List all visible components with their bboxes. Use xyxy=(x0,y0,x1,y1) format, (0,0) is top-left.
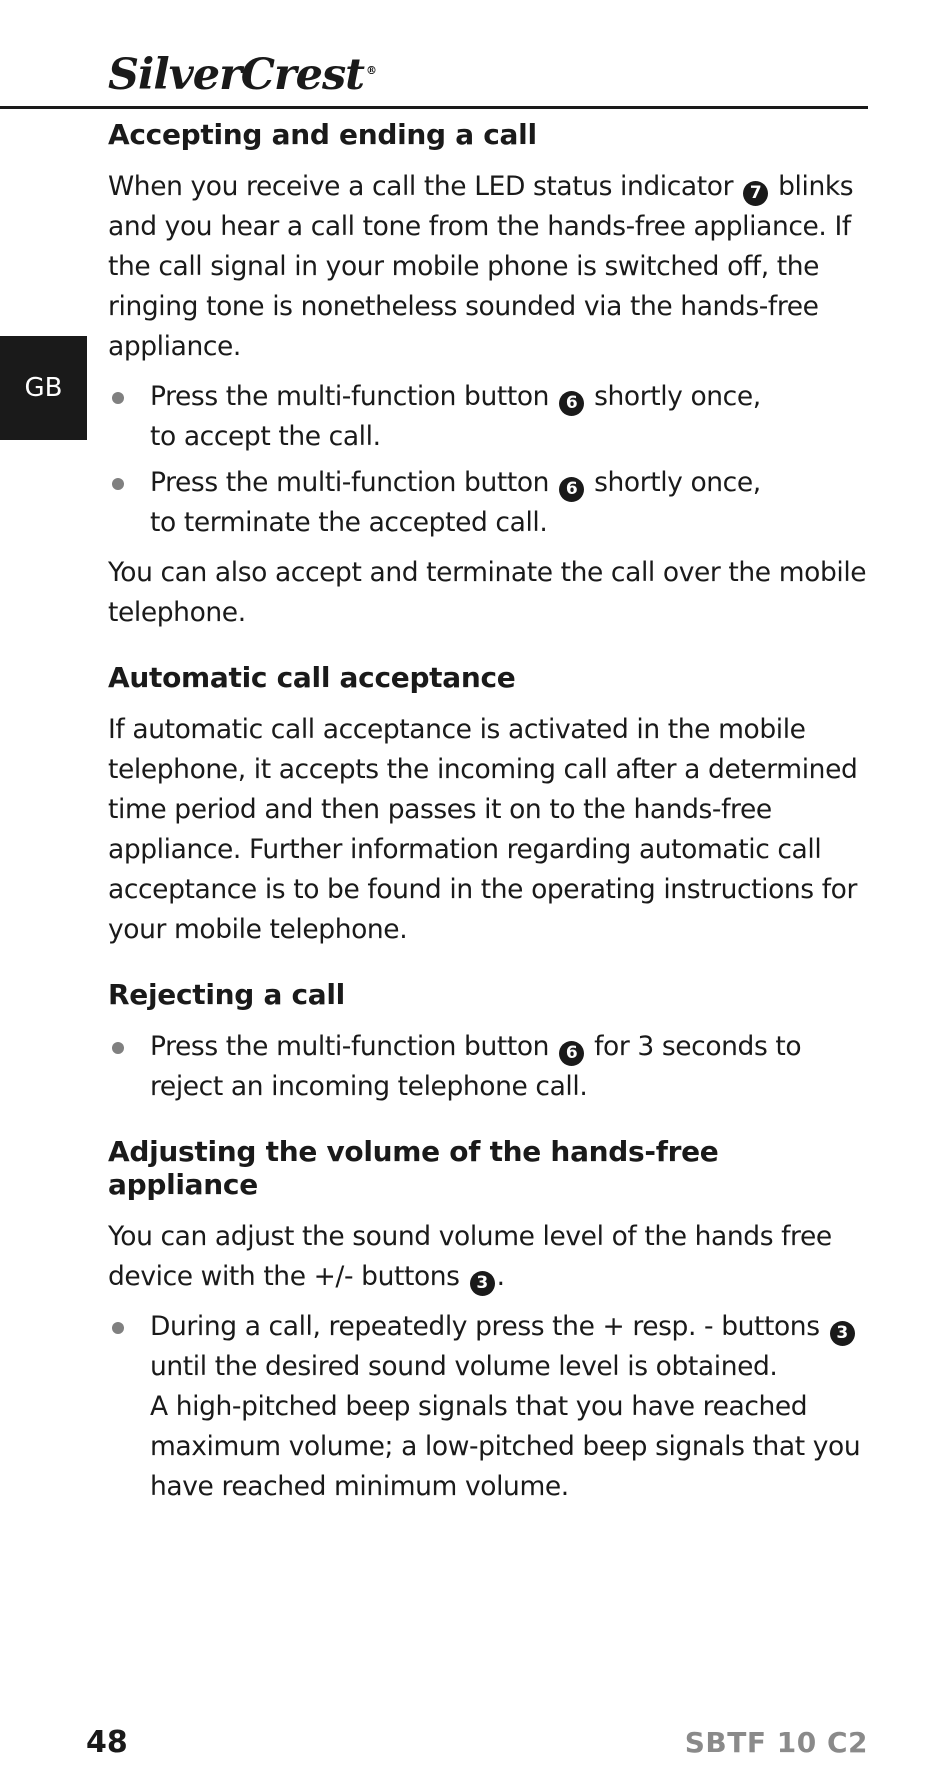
page-content xyxy=(108,118,868,1517)
model-number: SBTF 10 C2 xyxy=(684,1726,868,1759)
section-heading: Rejecting a call xyxy=(108,978,345,1011)
text-span: until the desired sound volume level is obtained. xyxy=(150,1351,778,1382)
list-item xyxy=(108,1027,868,1107)
text-span: When you receive a call the LED status indicator xyxy=(108,171,742,202)
paragraph: You can also accept and terminate the call over the mobile telephone. xyxy=(108,557,867,628)
reference-number-badge: 7 xyxy=(743,181,768,206)
registered-mark: ® xyxy=(366,63,377,77)
paragraph xyxy=(108,1217,868,1297)
text-span: blinks and you hear a call tone from the hands-free appliance. xyxy=(108,171,854,242)
reference-number-badge: 3 xyxy=(830,1321,855,1346)
text-span: . xyxy=(496,1261,505,1292)
bullet-list xyxy=(108,377,868,543)
language-tab: GB xyxy=(0,336,87,440)
text-span: shortly once, xyxy=(586,381,761,412)
text-span: shortly once, xyxy=(586,467,761,498)
text-span: Press the multi-function button xyxy=(150,467,558,498)
list-item xyxy=(108,1307,868,1507)
list-item xyxy=(108,463,868,543)
section-heading: Automatic call acceptance xyxy=(108,661,516,694)
brand-logo xyxy=(108,50,376,100)
text-span: for 3 seconds to reject an incoming telephone call. xyxy=(150,1031,802,1102)
reference-number-badge: 6 xyxy=(559,477,584,502)
bullet-list xyxy=(108,1307,868,1507)
header-rule xyxy=(0,106,868,109)
paragraph xyxy=(108,167,868,367)
text-span: Press the multi-function button xyxy=(150,381,558,412)
text-span: to terminate the accepted call. xyxy=(150,507,548,538)
logo-text: SilverCrest xyxy=(108,50,365,100)
text-span: Press the multi-function button xyxy=(150,1031,558,1062)
bullet-list xyxy=(108,1027,868,1107)
page-number: 48 xyxy=(86,1725,128,1760)
text-span: If the call signal in your mobile phone is switched off, the ringing tone is nonetheless sounded via the hands-free appliance. xyxy=(108,211,851,362)
text-span: A high-pitched beep signals that you have reached maximum volume; a low-pitched beep signals that you have reached minimum volume. xyxy=(150,1391,861,1502)
section-heading: Accepting and ending a call xyxy=(108,118,537,151)
section-heading: Adjusting the volume of the hands-free appliance xyxy=(108,1135,719,1201)
paragraph: If automatic call acceptance is activated in the mobile telephone, it accepts the incoming call after a determined time period and then passes it on to the hands-free appliance. Further information regarding automatic call acceptance is to be found in the operating instructions for your mobile telephone. xyxy=(108,714,858,945)
reference-number-badge: 3 xyxy=(470,1271,495,1296)
reference-number-badge: 6 xyxy=(559,391,584,416)
reference-number-badge: 6 xyxy=(559,1041,584,1066)
list-item xyxy=(108,377,868,457)
text-span: to accept the call. xyxy=(150,421,381,452)
text-span: During a call, repeatedly press the + resp. - buttons xyxy=(150,1311,828,1342)
text-span: You can adjust the sound volume level of the hands free device with the +/- buttons xyxy=(108,1221,832,1292)
